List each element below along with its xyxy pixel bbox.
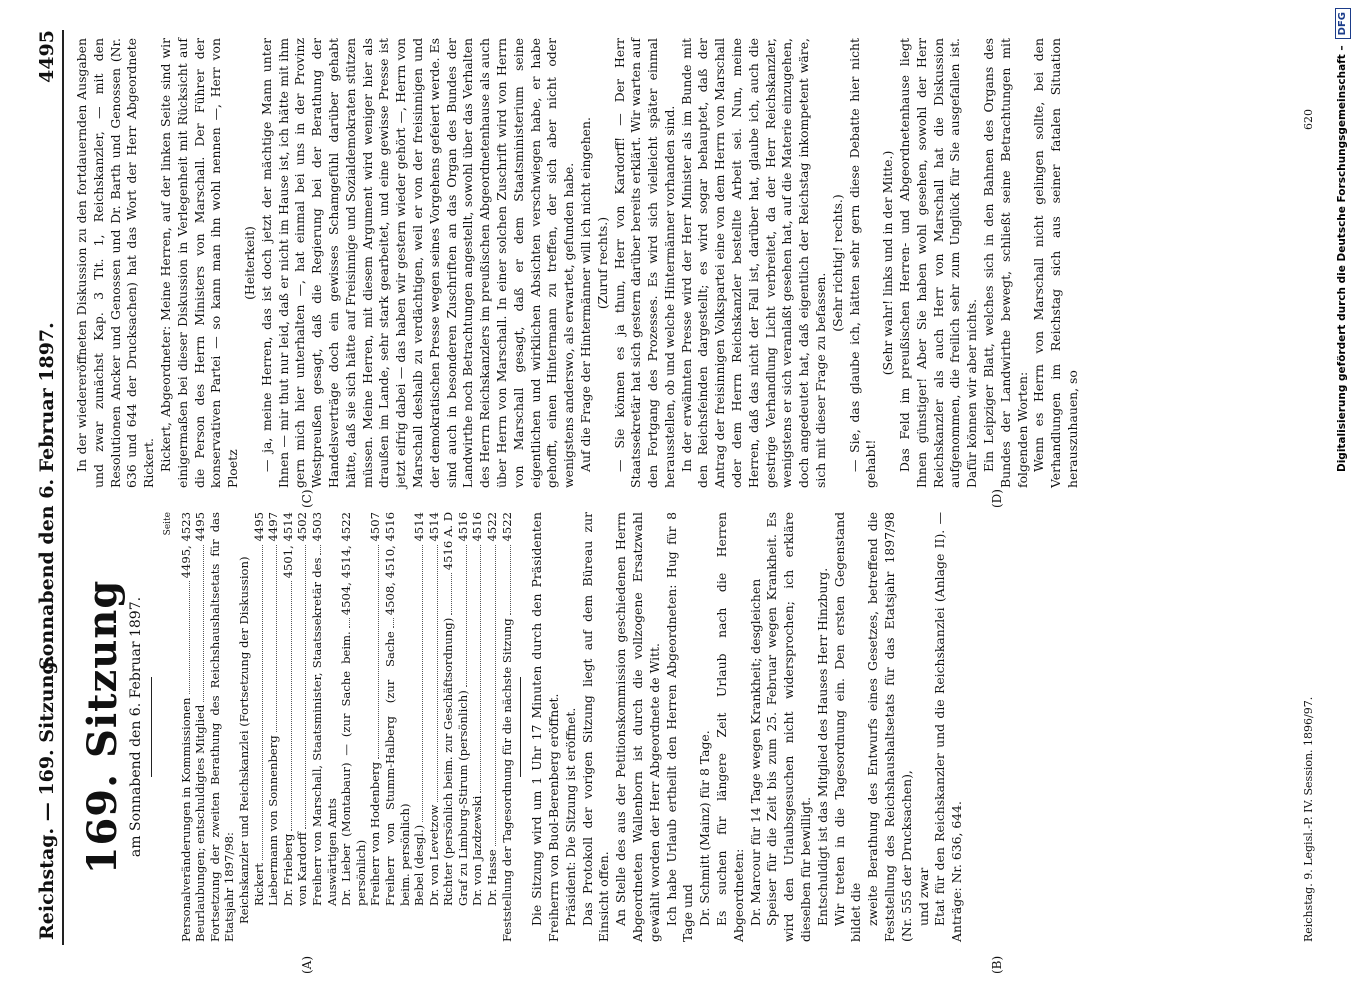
margin-mark-d: (D) (990, 489, 1004, 508)
toc-entry-page: 4495 (251, 512, 266, 542)
paragraph: — ja, meine Herren, das ist doch jetzt der mächtige Mann unter Ihnen — mir thut nur leid, daß er nicht im Hause ist, ich hätte mit ihm gern mich hier unterhalten —, hat einmal bei uns in der Provinz Westpreußen gesagt, daß die Regierung bei der Berathung der Handelsverträge doch ein gewisses Schamgefühl darüber gehabt hätte, daß sie sich hätte auf Freisinnige und Sozialdemokraten stützen müssen. Meine Herren, mit diesem Argument wird weniger hier als draußen im Lande, sehr stark gearbeitet, und eine gewisse Presse ist jetzt eifrig dabei — das haben wir gestern wieder gehört —, Herrn von Marschall deshalb zu verdächtigen, weil er von der freisinnigen und der demokratischen Presse wegen seines Vorgehens gefeiert werde. Es sind auch in besonderen Zuschriften an das Organ des Bundes der Landwirthe noch Betrachtungen angestellt, sowohl über das Verhalten des Herrn Reichskanzlers im preußischen Abgeordnetenhause als auch über Herrn von Marschall. In einer solchen Zuschrift wird von Herrn von Marschall gesagt, daß er dem Staatsministerium seine eigentlichen und wirklichen Absichten verschwiegen habe, er habe gehofft, einen Hintermann zu treffen, der sich aber nicht oder wenigstens anderswo, als erwartet, gefunden habe. (258, 38, 577, 488)
paragraph: Auf die Frage der Hintermänner will ich nicht eingehen. (577, 117, 593, 472)
paragraph: Wenn es Herrn von Marschall nicht gelingen sollte, bei den Verhandlungen im Reichstag sich aus seiner fatalen Situation herauszuhauen, so (1031, 38, 1081, 488)
toc-entry (500, 512, 515, 942)
toc-entry (310, 512, 339, 942)
dfg-logo: DFG (1335, 8, 1351, 39)
toc-entry-text: Dr. Hasse (485, 849, 500, 906)
toc-entry-text: Dr. von Levetzow (426, 804, 441, 906)
paragraph: Präsident: Die Sitzung ist eröffnet. (562, 707, 578, 926)
toc-entry-page: 4504, 4514, 4522 (339, 512, 354, 616)
toc-entry (266, 512, 281, 942)
toc-entry (179, 512, 194, 942)
toc-entry (252, 512, 267, 942)
footer-left: Reichstag. 9. Legisl.-P. IV. Session. 1896/97. (1302, 696, 1315, 942)
credit-text: Digitalisierung gefördert durch die Deutsche Forschungsgemeinschaft – (1336, 45, 1348, 473)
interjection: (Heiterkeit) (241, 226, 257, 300)
paragraph: Dr. Marcour für 14 Tage wegen Krankheit; desgleichen (747, 578, 763, 926)
toc-entry-text: Bebel (desgl.) (412, 824, 427, 906)
toc-entry (412, 512, 427, 942)
toc-entry-page: 4502 (295, 512, 310, 542)
toc-leader (437, 545, 438, 802)
left-body (529, 512, 966, 942)
toc-entry-page: 4514 (426, 512, 441, 542)
toc-leader (262, 545, 263, 860)
toc-leader (393, 618, 394, 628)
header-left: Reichstag. — 169. Sitzung. (36, 654, 58, 940)
toc-entry-text: von Kardorff (295, 832, 310, 906)
session-title: 169. Sitzung (79, 579, 126, 875)
toc-entry (339, 512, 368, 942)
toc-entry-text: Dr. Frieberg (280, 833, 295, 906)
toc-entry-text: Freiherr von Marschall, Staatsminister, Staatssekretär des Auswärtigen Amts (309, 557, 339, 906)
toc-entry-text: Freiherr von Hodenberg (368, 761, 383, 906)
toc-entry-page: 4507 (368, 512, 383, 542)
toc-leader (203, 545, 204, 702)
paragraph: Etat für den Reichskanzler und die Reichskanzlei (Anlage II). — Anträge: Nr. 636, 644. (932, 512, 965, 942)
toc-entry (295, 512, 310, 942)
toc-leader (510, 545, 511, 616)
paragraph: Es suchen für längere Zeit Urlaub nach die Herren Abgeordneten: (714, 512, 746, 942)
toc-entry-page: 4495 (193, 512, 208, 542)
toc-entry-text: Beurlaubungen; entschuldigtes Mitglied (193, 704, 208, 942)
header-rule (62, 30, 64, 945)
toc-entry-text: Dr. Lieber (Montabaur) — (zur Sache beim. persönlich) (339, 631, 368, 906)
margin-mark-c: (C) (300, 489, 314, 508)
interjection: (Sehr wahr! links und in der Mitte.) (880, 150, 896, 376)
toc-entry (441, 512, 456, 942)
margin-mark-b: (B) (990, 955, 1004, 974)
toc-entry (281, 512, 296, 942)
toc-entry (237, 512, 252, 942)
toc-entry-text: Reichskanzler und Reichskanzlei (Fortsetzung der Diskussion) (236, 556, 251, 924)
paragraph: Das Feld im preußischen Herren- und Abgeordnetenhause liegt Ihnen günstiger! Aber Sie haben wohl gesehen, sowohl der Herr Reichskanzler als auch Herr von Marschall hat die Diskussion aufgenommen, die freilich sehr zum Unglück für Sie ausgefallen ist. Dafür können wir aber nichts. (897, 38, 980, 488)
interjection: (Zuruf rechts.) (594, 216, 610, 310)
interjection: (Sehr richtig! rechts.) (829, 194, 845, 332)
toc-leader (189, 581, 190, 694)
paragraph: Das Protokoll der vorigen Sitzung liegt auf dem Büreau zur Einsicht offen. (579, 512, 612, 942)
right-column (74, 38, 1082, 488)
toc-entry-text: Feststellung der Tagesordnung für die nächste Sitzung (499, 618, 514, 942)
toc-entry (368, 512, 383, 942)
toc-entry-text: Dr. von Jazdzewski (470, 795, 485, 906)
toc-leader (349, 618, 350, 628)
left-column (74, 512, 966, 942)
toc-entry-page: 4516 (455, 512, 470, 542)
paragraph: zweite Berathung des Entwurfs eines Gesetzes, betreffend die Feststellung des Reichshaushaltsetats für das Etatsjahr 1897/98 (Nr. 555 der Drucksachen), (865, 512, 914, 942)
toc-leader (320, 545, 321, 555)
footer-right: 620 (1302, 109, 1315, 130)
toc-entry-text: Personalveränderungen in Kommissionen (178, 697, 193, 942)
toc-entry-page: 4522 (499, 512, 514, 542)
toc-leader (305, 545, 306, 830)
toc-leader (291, 581, 292, 830)
title-rule (151, 677, 152, 777)
header-date: Sonnabend den 6. Februar 1897. (36, 322, 58, 670)
toc-entry-text: Fortsetzung der zweiten Berathung des Reichshaushaltsetats für das Etatsjahr 1897/98: (207, 512, 237, 942)
toc-entry-text: Graf zu Limburg-Stirum (persönlich) (455, 690, 470, 906)
toc-leader (495, 545, 496, 847)
toc-leader (422, 545, 423, 822)
toc-entry-text: Freiherr von Stumm-Halberg (zur Sache beim. persönlich) (382, 631, 412, 906)
digitization-credit (1332, 8, 1352, 992)
toc-entry-page: 4522 (485, 512, 500, 542)
toc-entry-text: Liebermann von Sonnenberg (266, 735, 281, 906)
paragraph: In der wiedereröffneten Diskussion zu den fortdauernden Ausgaben und zwar zunächst Kap. 3 Tit. 1, Reichskanzler, — mit den Resolutionen Ancker und Genossen und Dr. Barth und Genossen (Nr. 636 und 644 der Drucksachen) hat das Wort der Herr Abgeordnete Rickert. (74, 38, 157, 488)
toc-entry-page: 4503 (309, 512, 324, 542)
margin-mark-a: (A) (300, 955, 314, 974)
toc-entry (208, 512, 237, 942)
toc-leader (451, 573, 452, 615)
toc-entry (427, 512, 442, 942)
toc-entry-text: Richter (persönlich beim. zur Geschäftsordnung) (441, 617, 456, 906)
paragraph: Speiser für die Zeit bis zum 25. Februar wegen Krankheit. Es wird den Urlaubsgesuchen nicht widersprochen; ich erkläre dieselben für bewilligt. (764, 512, 813, 942)
toc-entry-page: 4516 (470, 512, 485, 542)
toc-entry-page: 4514 (412, 512, 427, 542)
toc-leader (378, 545, 379, 759)
paragraph: Wir treten in die Tagesordnung ein. Den ersten Gegenstand bildet die (831, 512, 864, 942)
session-date: am Sonnabend den 6. Februar 1897. (128, 596, 144, 858)
toc-entry (383, 512, 412, 942)
toc-entry-page: 4497 (266, 512, 281, 542)
toc-page-label: Seite (162, 512, 173, 536)
paragraph: Rickert, Abgeordneter: Meine Herren, auf der linken Seite sind wir einigermaßen bei dieser Diskussion in Verlegenheit mit Rücksicht auf die Person des Herrn Ministers von Marschall. Der Führer der konservativen Partei — so kann man ihn wohl nennen —, Herr von Ploetz (157, 38, 241, 488)
paragraph: Ich habe Urlaub ertheilt den Herren Abgeordneten: Hug für 8 Tage und (663, 512, 696, 942)
toc-entry-page: 4495, 4523 (178, 512, 193, 579)
toc-entry (485, 512, 500, 942)
table-of-contents (179, 512, 515, 942)
toc-leader (466, 545, 467, 688)
toc-leader (276, 545, 277, 733)
toc-entry (470, 512, 485, 942)
paragraph: Dr. Schmitt (Mainz) für 8 Tage. (697, 730, 713, 926)
paragraph: — Sie, das glaube ich, hätten sehr gern diese Debatte hier nicht gehabt! (846, 38, 879, 488)
toc-entry-page: 4516 A. D (441, 512, 456, 571)
toc-entry-page: 4508, 4510, 4516 (382, 512, 397, 616)
paragraph: In der erwähnten Presse wird der Herr Minister als im Bunde mit den Reichsfeinden dargestellt; es wird sogar behauptet, daß der Antrag der freisinnigen Volkspartei eine von dem Herrn von Marschall oder dem Herrn Reichskanzler bestellte Arbeit sei. Nun, meine Herren, daß das nicht der Fall ist, darüber hat, glaube ich, auch die gestrige Verhandlung Licht verbreitet, da der Herr Reichskanzler, wenigstens er sich veranlaßt gesehen hat, auf die Materie einzugehen, doch angedeutet hat, daß eigentlich der Reichstag inkompetent wäre, sich mit dieser Frage zu befassen. (678, 38, 829, 488)
paragraph: Die Sitzung wird um 1 Uhr 17 Minuten durch den Präsidenten Freiherrn von Buol-Berenberg eröffnet. (529, 512, 562, 942)
toc-rule (520, 677, 521, 777)
toc-entry (456, 512, 471, 942)
toc-entry (193, 512, 208, 942)
paragraph: und zwar (915, 867, 931, 926)
paragraph: — Sie können es ja thun, Herr von Kardorff! — Der Herr Staatssekretär hat sich gestern darüber bereits erklärt. Wir warten auf den Fortgang des Prozesses. Es wird sich vielleicht später einmal herausstellen, ob und welche Hintermänner vorhanden sind. (611, 38, 677, 488)
right-body (74, 38, 1082, 488)
toc-leader (480, 545, 481, 793)
paragraph: Entschuldigt ist das Mitglied des Hauses Herr Hinzburg. (814, 567, 830, 926)
toc-entry-text: Rickert (251, 862, 266, 906)
page-number: 4495 (36, 30, 58, 83)
paragraph: An Stelle des aus der Petitionskommission geschiedenen Herrn Abgeordneten Wallenborn ist durch die vollzogene Ersatzwahl gewählt worden der Herr Abgeordnete de Witt. (613, 512, 662, 942)
toc-entry-page: 4501, 4514 (280, 512, 295, 579)
paragraph: Ein Leipziger Blatt, welches sich in den Bahnen des Organs des Bundes der Landwirthe bewegt, schließt seine Betrachtungen mit folgenden Worten: (981, 38, 1030, 488)
